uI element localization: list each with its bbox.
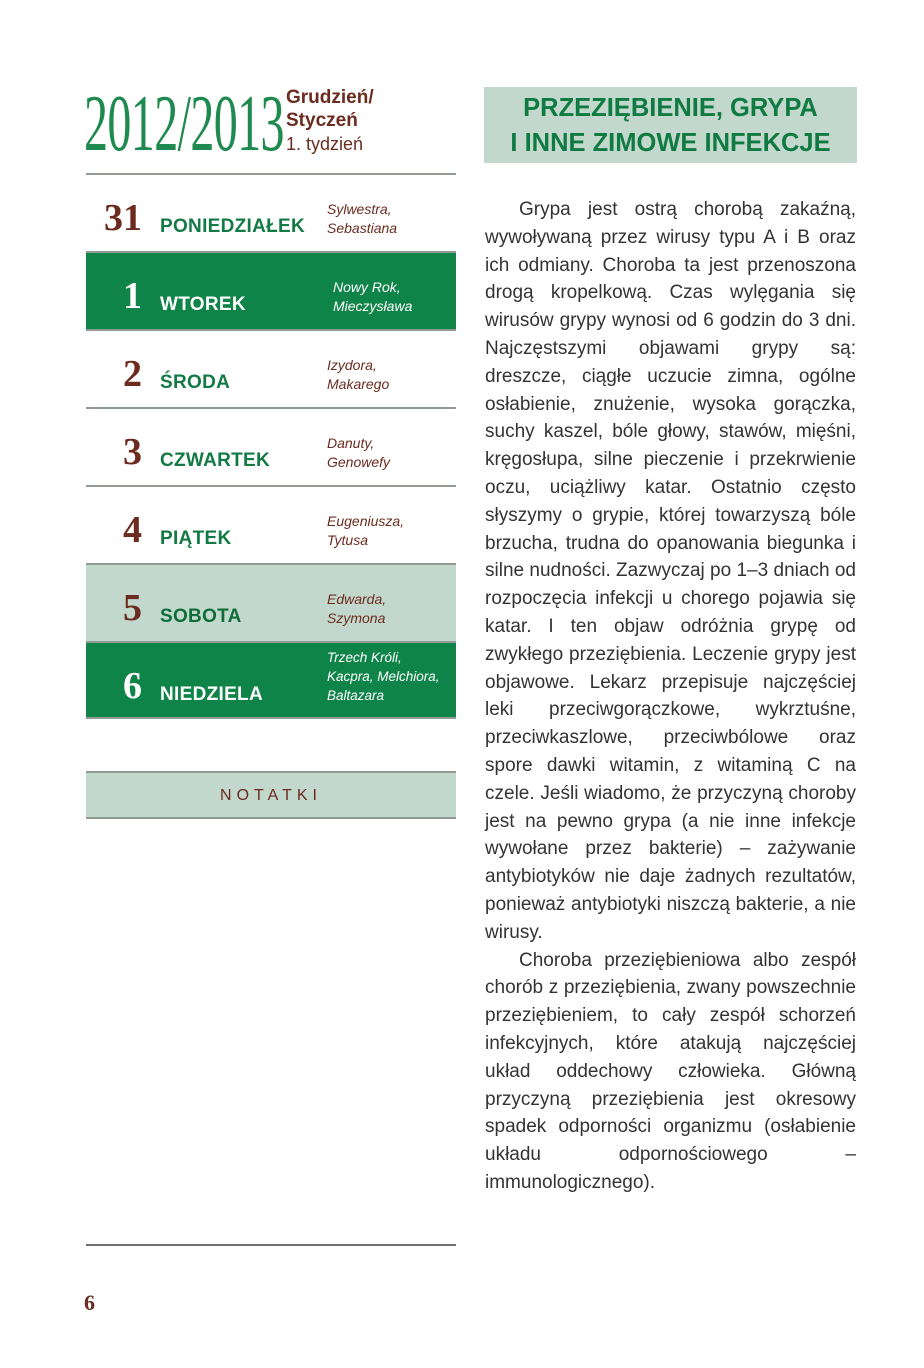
day-number: 31	[104, 197, 142, 239]
day-row-saturday	[86, 563, 456, 641]
day-row-friday	[86, 485, 456, 563]
name-days	[333, 278, 412, 316]
day-name: WTOREK	[160, 294, 246, 315]
name-day-line: Sylwestra,	[327, 201, 392, 217]
day-number: 6	[123, 665, 142, 707]
day-row-sunday	[86, 641, 456, 719]
month-line-1: Grudzień/	[286, 87, 374, 108]
article-paragraph-2: Choroba przeziębieniowa albo zespół chorób z przeziębienia, zwany powszechnie przeziębieniem, to cały zespół schorzeń infekcyjnych, które atakują najczęściej układ oddechowy człowieka. Główną przyczyną przeziębienia jest okresowy spadek odporności organizmu (osłabienie układu odpornościowego – immunologicznego).	[485, 949, 856, 1193]
page-number: 6	[84, 1290, 95, 1315]
day-row-monday	[86, 173, 456, 251]
day-name: PONIEDZIAŁEK	[160, 216, 306, 237]
article-body	[485, 196, 856, 1197]
week-label: 1. tydzień	[286, 134, 364, 154]
name-day-line: Szymona	[327, 610, 386, 626]
day-number: 5	[123, 587, 142, 629]
month-line-2: Styczeń	[286, 110, 358, 131]
name-days	[327, 512, 404, 550]
name-day-line: Genowefy	[327, 454, 391, 470]
day-row-tuesday	[86, 251, 456, 329]
name-day-line: Mieczysława	[333, 298, 413, 314]
name-day-line: Danuty,	[327, 435, 375, 451]
article-title	[484, 87, 857, 163]
name-day-line: Nowy Rok,	[333, 279, 401, 295]
name-day-line: Tytusa	[327, 532, 368, 548]
day-row-thursday	[86, 407, 456, 485]
name-day-line: Kacpra, Melchiora,	[327, 669, 440, 684]
day-number: 1	[123, 275, 142, 317]
day-number: 3	[123, 431, 142, 473]
name-days	[327, 590, 386, 628]
name-day-line: Edwarda,	[327, 591, 387, 607]
name-day-line: Trzech Króli,	[327, 650, 402, 665]
year-heading: 2012/2013	[84, 80, 284, 168]
day-table	[86, 173, 456, 719]
day-name: NIEDZIELA	[160, 684, 263, 705]
day-name: PIĄTEK	[160, 528, 232, 549]
day-number: 4	[123, 509, 142, 551]
name-day-line: Izydora,	[327, 357, 377, 373]
name-day-line: Makarego	[327, 376, 390, 392]
notes-bottom-rule	[86, 1244, 456, 1246]
month-range	[286, 86, 374, 132]
name-days	[327, 200, 397, 238]
article-paragraph-1: Grypa jest ostrą chorobą zakaźną, wywoływaną przez wirusy typu A i B oraz ich odmiany. Choroba ta jest przenoszona drogą kropelkową. Czas wylęgania się wirusów grypy wynosi od 6 godzin do 3 dni. Najczęstszymi objawami grypy są: dreszcze, ciągłe uczucie zimna, ogólne osłabienie, znużenie, wysoka gorączka, suchy kaszel, bóle głowy, stawów, mięśni, kręgosłupa, silne pieczenie i przekrwienie oczu, uciążliwy katar. Ostatnio często słyszymy o grypie, której towarzyszą bóle brzucha, trudna do opanowania biegunka i silne nudności. Zazwyczaj po 1–3 dniach od rozpoczęcia infekcji u chorego pojawia się katar. I ten objaw odróżnia grypę od zwykłego przeziębienia. Leczenie grypy jest objawowe. Lekarz przepisuje najczęściej leki przeciwgorączkowe, wykrztuśne, przeciwkaszlowe, przeciwbólowe oraz spore dawki witamin, z witaminą C na czele. Jeśli wiadomo, że przyczyną choroby jest na pewno grypa (a nie inne infekcje wywołane przez bakterie) – zażywanie antybiotyków nie daje żadnych rezultatów, ponieważ antybiotyki niszczą bakterie, a nie wirusy.	[485, 199, 856, 943]
article-title-line-2: I INNE ZIMOWE INFEKCJE	[510, 129, 831, 157]
notes-heading: NOTATKI	[86, 773, 456, 819]
day-name: CZWARTEK	[160, 450, 271, 471]
day-name: SOBOTA	[160, 606, 242, 627]
name-day-line: Sebastiana	[327, 220, 398, 236]
name-days	[327, 648, 440, 705]
day-name: ŚRODA	[160, 372, 231, 393]
day-number: 2	[123, 353, 142, 395]
name-days	[327, 356, 389, 394]
notes-area[interactable]	[86, 819, 456, 1244]
name-days	[327, 434, 390, 472]
name-day-line: Eugeniusza,	[327, 513, 405, 529]
day-row-wednesday	[86, 329, 456, 407]
name-day-line: Baltazara	[327, 688, 385, 703]
article-title-line-1: PRZEZIĘBIENIE, GRYPA	[523, 94, 818, 122]
